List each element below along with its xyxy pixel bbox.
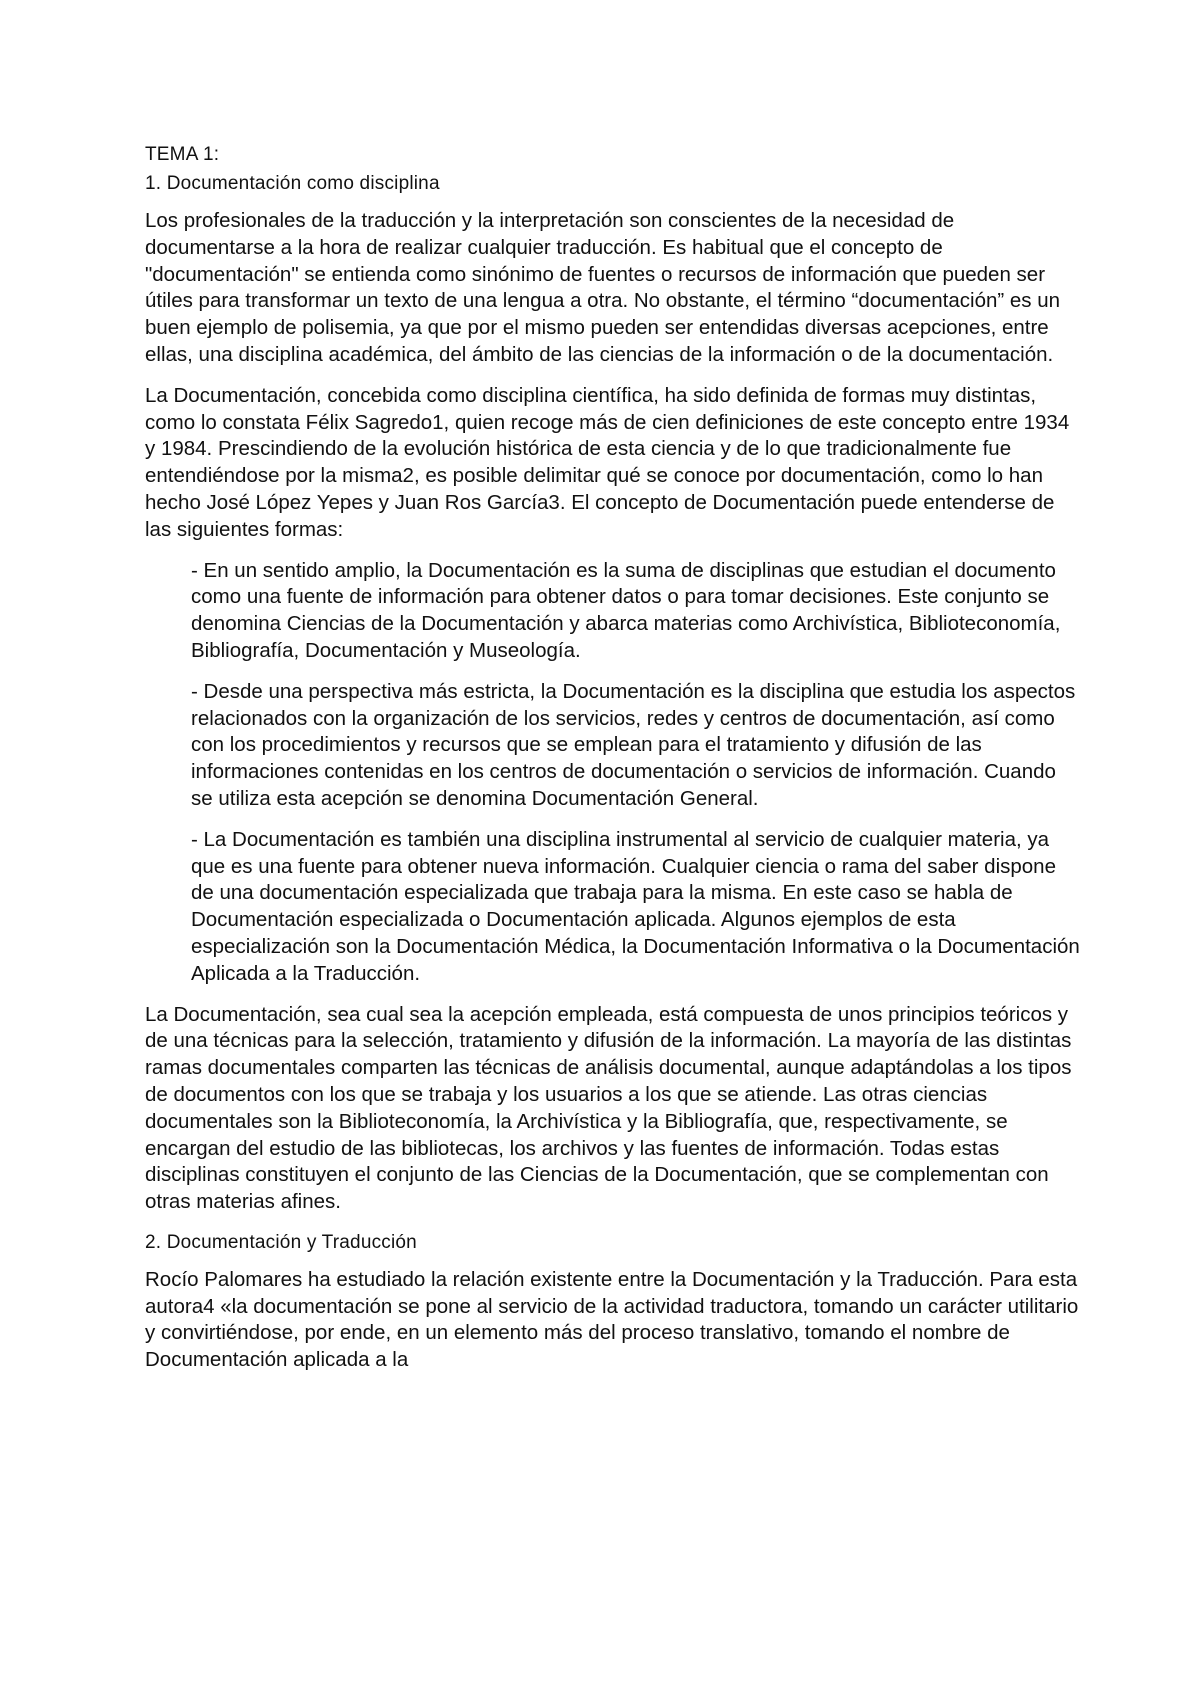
paragraph: La Documentación, concebida como disciplina científica, ha sido definida de formas muy distintas, como lo constata Félix Sagredo1, quien recoge más de cien definiciones de este concepto entre 1934 y 1984. Prescindiendo de la evolución histórica de esta ciencia y de lo que tradicionalmente fue entendiéndose por la misma2, es posible delimitar qué se conoce por documentación, como lo han hecho José López Yepes y Juan Ros García3. El concepto de Documentación puede entenderse de las siguientes formas: <box>145 383 1070 541</box>
document-page <box>145 142 1080 1388</box>
list-item-paragraph: - La Documentación es también una disciplina instrumental al servicio de cualquier materia, ya que es una fuente para obtener nueva información. Cualquier ciencia o rama del saber dispone de una documentación especializada que trabaja para la misma. En este caso se habla de Documentación especializada o Documentación aplicada. Algunos ejemplos de esta especialización son la Documentación Médica, la Documentación Informativa o la Documentación Aplicada a la Traducción. <box>191 827 1080 985</box>
document-title: TEMA 1: <box>145 144 220 165</box>
paragraph: Los profesionales de la traducción y la interpretación son conscientes de la necesidad de documentarse a la hora de realizar cualquier traducción. Es habitual que el concepto de "documentación" se entienda como sinónimo de fuentes o recursos de información que pueden ser útiles para transformar un texto de una lengua a otra. No obstante, el término “documentación” es un buen ejemplo de polisemia, ya que por el mismo pueden ser entendidas diversas acepciones, entre ellas, una disciplina académica, del ámbito de las ciencias de la información o de la documentación. <box>145 209 1061 366</box>
section-heading-2: 2. Documentación y Traducción <box>145 1231 417 1253</box>
section-heading-1: 1. Documentación como disciplina <box>145 173 440 194</box>
list-item-paragraph: - En un sentido amplio, la Documentación es la suma de disciplinas que estudian el documento como una fuente de información para obtener datos o para tomar decisiones. Este conjunto se denomina Ciencias de la Documentación y abarca materias como Archivística, Biblioteconomía, Bibliografía, Documentación y Museología. <box>191 558 1061 662</box>
list-item-paragraph: - Desde una perspectiva más estricta, la Documentación es la disciplina que estudia los aspectos relacionados con la organización de los servicios, redes y centros de documentación, así como con los procedimientos y recursos que se emplean para el tratamiento y difusión de las informaciones contenidas en los centros de documentación o servicios de información. Cuando se utiliza esta acepción se denomina Documentación General. <box>191 679 1076 810</box>
paragraph: Rocío Palomares ha estudiado la relación existente entre la Documentación y la Traducción. Para esta autora4 «la documentación se pone al servicio de la actividad traductora, tomando un carácter utilitario y convirtiéndose, por ende, en un elemento más del proceso translativo, tomando el nombre de Documentación aplicada a la <box>145 1267 1079 1372</box>
paragraph: La Documentación, sea cual sea la acepción empleada, está compuesta de unos principios teóricos y de una técnicas para la selección, tratamiento y difusión de la información. La mayoría de las distintas ramas documentales comparten las técnicas de análisis documental, aunque adaptándolas a los tipos de documentos con los que se trabaja y los usuarios a los que se atiende. Las otras ciencias documentales son la Biblioteconomía, la Archivística y la Bibliografía, que, respectivamente, se encargan del estudio de las bibliotecas, los archivos y las fuentes de información. Todas estas disciplinas constituyen el conjunto de las Ciencias de la Documentación, que se complementan con otras materias afines. <box>145 1002 1072 1214</box>
